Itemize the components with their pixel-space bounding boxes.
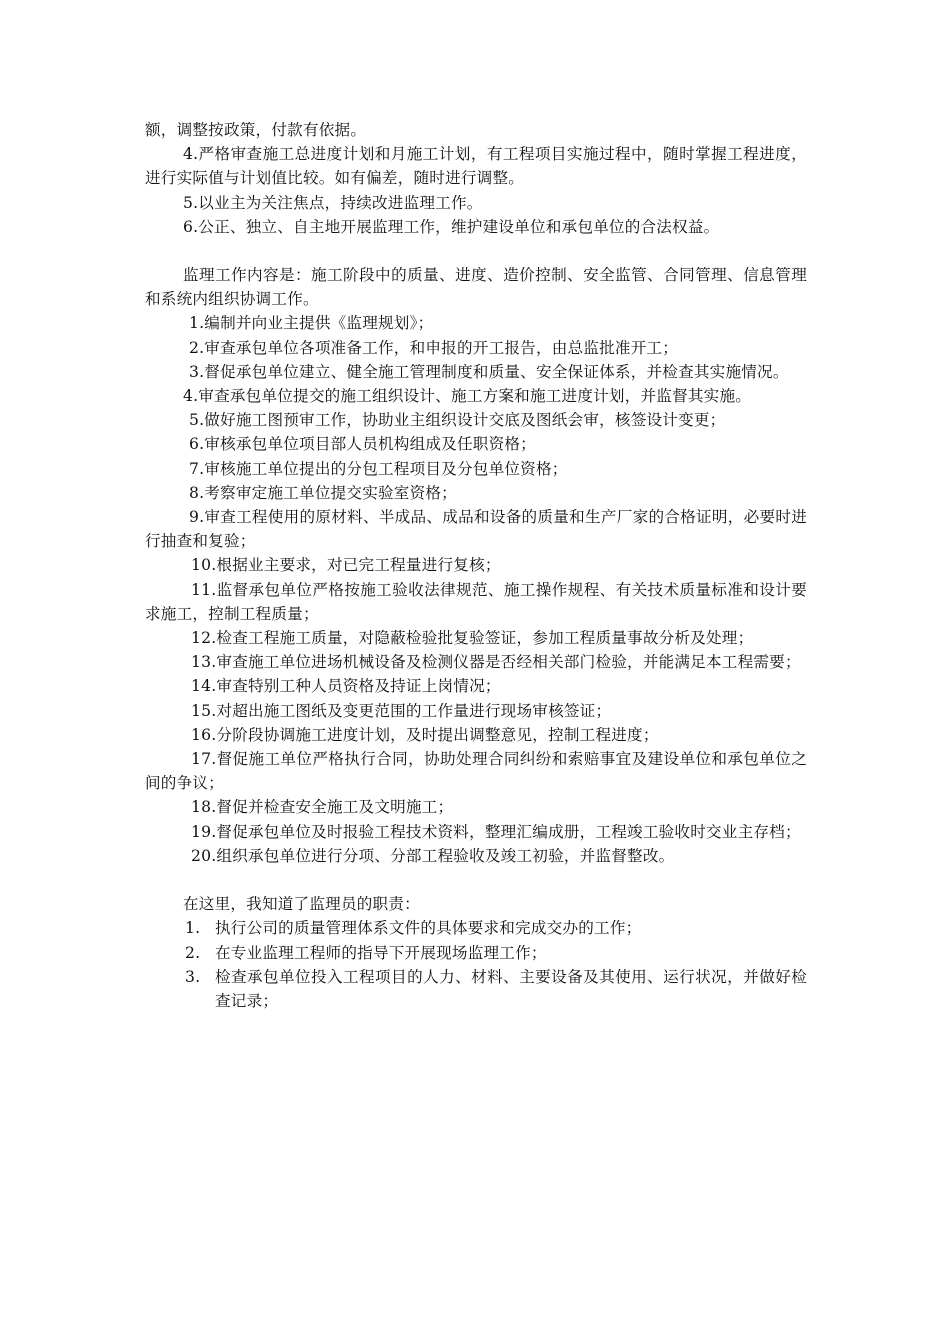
- duties-list: [145, 916, 807, 1013]
- content-item-6: 6.审核承包单位项目部人员机构组成及任职资格；: [189, 435, 536, 454]
- content-item-12: 12.检查工程施工质量，对隐蔽检验批复验签证，参加工程质量事故分析及处理；: [191, 629, 754, 648]
- content-item-20: 20.组织承包单位进行分项、分部工程验收及竣工初验，并监督整改。: [191, 846, 675, 865]
- content-item-16: 16.分阶段协调施工进度计划，及时提出调整意见，控制工程进度；: [191, 725, 659, 744]
- list-item-number: 2.: [185, 943, 201, 962]
- intro-item-5: 5.以业主为关注焦点，持续改进监理工作。: [183, 193, 483, 212]
- intro-item-6: 6.公正、独立、自主地开展监理工作，维护建设单位和承包单位的合法权益。: [183, 217, 720, 236]
- list-item: [145, 965, 807, 1013]
- intro-item-4: 4.严格审查施工总进度计划和月施工计划，有工程项目实施过程中，随时掌握工程进度，进行实际值与计划值比较。如有偏差，随时进行调整。: [145, 145, 807, 188]
- content-item-4: 4.审查承包单位提交的施工组织设计、施工方案和施工进度计划，并监督其实施。: [183, 387, 752, 406]
- list-item-text: 在专业监理工程师的指导下开展现场监理工作；: [215, 943, 547, 962]
- content-item-18: 18.督促并检查安全施工及文明施工；: [191, 798, 454, 817]
- content-item-14: 14.审查特别工种人员资格及持证上岗情况；: [191, 677, 501, 696]
- list-item-number: 3.: [185, 967, 201, 986]
- list-item: [145, 916, 807, 940]
- content-item-3: 3.督促承包单位建立、健全施工管理制度和质量、安全保证体系，并检查其实施情况。: [189, 362, 789, 381]
- content-item-13: 13.审查施工单位进场机械设备及检测仪器是否经相关部门检验，并能满足本工程需要；: [191, 653, 801, 672]
- content-item-2: 2.审查承包单位各项准备工作，和申报的开工报告，由总监批准开工；: [189, 338, 679, 357]
- content-item-15: 15.对超出施工图纸及变更范围的工作量进行现场审核签证；: [191, 701, 612, 720]
- content-item-10: 10.根据业主要求，对已完工程量进行复核；: [191, 556, 501, 575]
- content-item-7: 7.审核施工单位提出的分包工程项目及分包单位资格；: [189, 459, 568, 478]
- document-body: [145, 118, 807, 1013]
- list-item-text: 执行公司的质量管理体系文件的具体要求和完成交办的工作；: [215, 919, 642, 938]
- content-item-17: 17.督促施工单位严格执行合同，协助处理合同纠纷和索赔事宜及建设单位和承包单位之间的争议；: [145, 750, 807, 793]
- intro-line-0: 额，调整按政策，付款有依据。: [145, 121, 367, 139]
- duties-section-heading: 在这里，我知道了监理员的职责：: [183, 895, 420, 914]
- list-item: [145, 941, 807, 965]
- content-item-5: 5.做好施工图预审工作，协助业主组织设计交底及图纸会审，核签设计变更；: [189, 411, 726, 430]
- content-item-11: 11.监督承包单位严格按施工验收法律规范、施工操作规程、有关技术质量标准和设计要求施工，控制工程质量；: [145, 580, 807, 623]
- content-item-1: 1.编制并向业主提供《监理规划》；: [189, 314, 434, 333]
- content-item-19: 19.督促承包单位及时报验工程技术资料，整理汇编成册，工程竣工验收时交业主存档；: [191, 822, 801, 841]
- list-item-text: 检查承包单位投入工程项目的人力、材料、主要设备及其使用、运行状况，并做好检查记录；: [215, 967, 807, 1010]
- content-item-9: 9.审查工程使用的原材料、半成品、成品和设备的质量和生产厂家的合格证明，必要时进行抽查和复验；: [145, 508, 807, 551]
- content-item-8: 8.考察审定施工单位提交实验室资格；: [189, 483, 457, 502]
- content-section-heading: 监理工作内容是：施工阶段中的质量、进度、造价控制、安全监管、合同管理、信息管理和系统内组织协调工作。: [145, 266, 807, 309]
- list-item-number: 1.: [185, 919, 201, 938]
